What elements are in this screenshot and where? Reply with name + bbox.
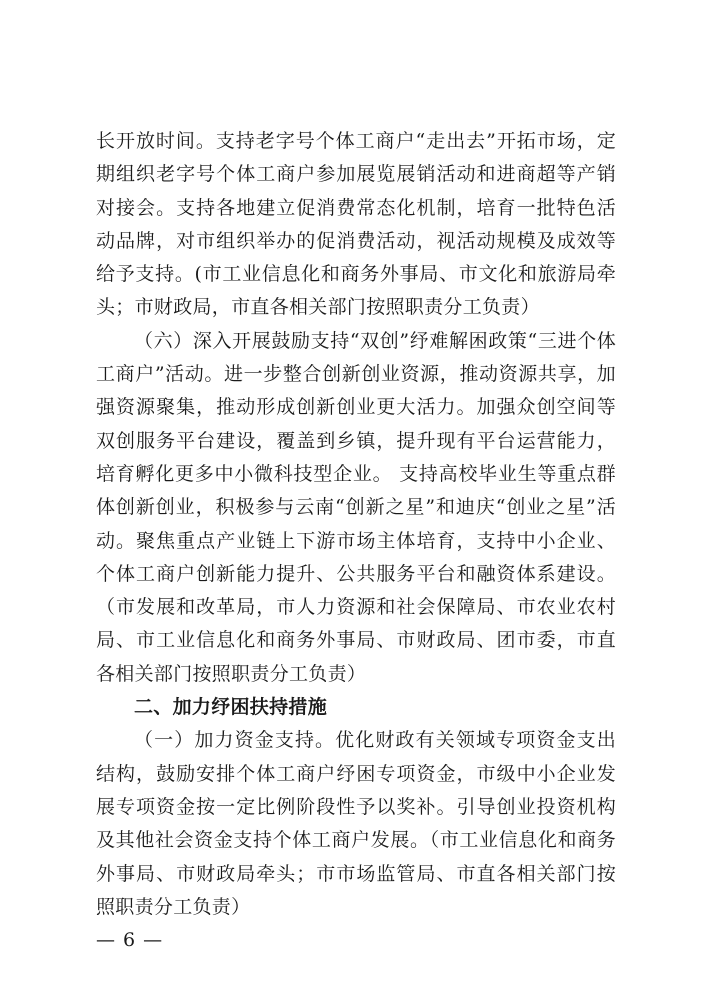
paragraph-funding-support: （一）加力资金支持。优化财政有关领域专项资金支出结构，鼓励安排个体工商户纾困专项资金，市级中小企业发展专项资金按一定比例阶段性予以奖补。引导创业投资机构及其他社会资金支持个体工商户发展。（市工业信息化和商务外事局、市财政局牵头；市市场监管局、市直各相关部门按照职责分工负责） <box>96 729 616 918</box>
section-heading-relief-measures: 二、加力纾困扶持措施 <box>134 696 328 719</box>
document-body <box>96 125 616 924</box>
paragraph-consumption-promotion: 长开放时间。支持老字号个体工商户“走出去”开拓市场，定期组织老字号个体工商户参加展览展销活动和进商超等产销对接会。支持各地建立促消费常态化机制，培育一批特色活动品牌，对市组织举办的促消费活动，视活动规模及成效等给予支持。(市工业信息化和商务外事局、市文化和旅游局牵头；市财政局，市直各相关部门按照职责分工负责） <box>96 130 616 319</box>
page-number: — 6 — <box>96 929 164 951</box>
paragraph-innovation-entrepreneurship: （六）深入开展鼓励支持“双创”纾难解困政策“三进个体工商户”活动。进一步整合创新创业资源，推动资源共享，加强资源聚集，推动形成创新创业更大活力。加强众创空间等双创服务平台建设，覆盖到乡镇，提升现有平台运营能力，培育孵化更多中小微科技型企业。 支持高校毕业生等重点群体创新创业，积极参与云南“创新之星”和迪庆“创业之星”活动。聚焦重点产业链上下游市场主体培育，支持中小企业、个体工商户创新能力提升、公共服务平台和融资体系建设。（市发展和改革局，市人力资源和社会保障局、市农业农村局、市工业信息化和商务外事局、市财政局、团市委，市直各相关部门按照职责分工负责） <box>96 329 616 685</box>
